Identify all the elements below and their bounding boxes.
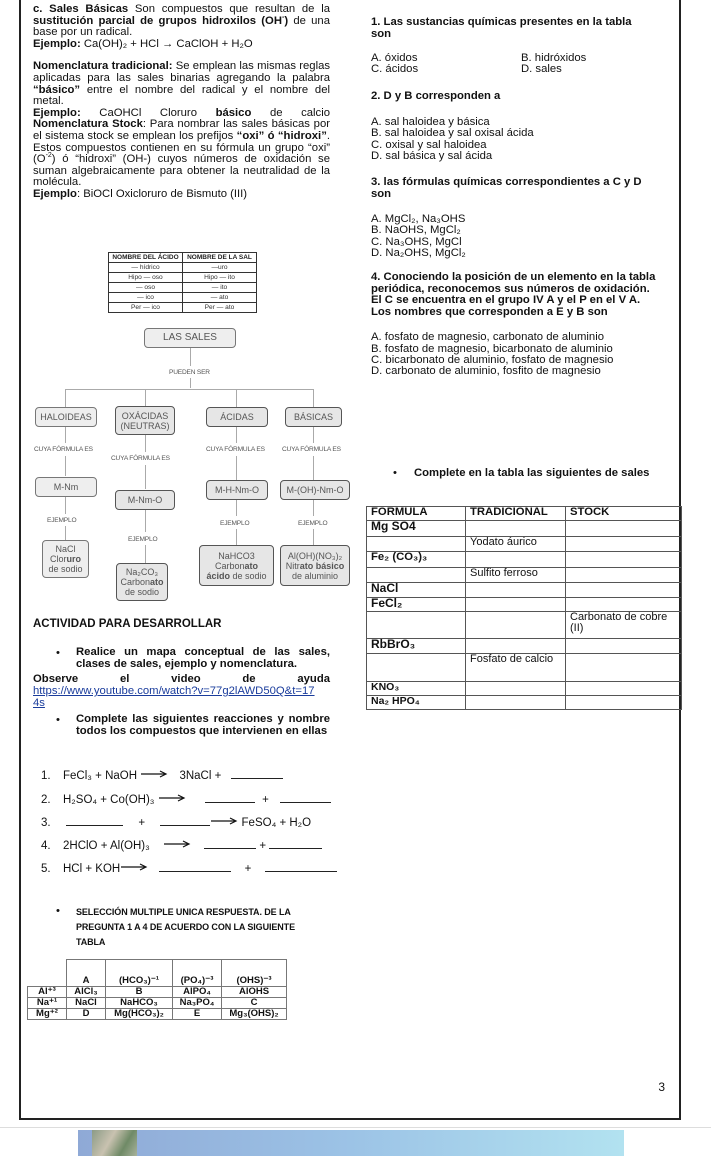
option[interactable]: C. oxisal y sal haloidea xyxy=(371,138,487,151)
label-cuya-formula: CUYA FÓRMULA ES xyxy=(111,455,170,462)
reaction-1: 1. FeCl₃ + NaOH 3NaCl + xyxy=(41,768,283,782)
column-header: STOCK xyxy=(566,507,682,521)
nomenclatura-tradicional-example: Ejemplo: CaOHCl Cloruro básico de calcio xyxy=(33,106,330,119)
table-row: Fosfato de calcio xyxy=(367,654,682,682)
concept-haloideas: HALOIDEAS xyxy=(35,407,97,427)
connector-line xyxy=(236,529,237,545)
task-concept-map: Realice un mapa conceptual de las sales, clases de sales, ejemplo y nomenclatura. xyxy=(76,646,330,670)
table-row: Na⁺¹ NaCl NaHCO₃ Na₃PO₄ C xyxy=(28,998,287,1009)
connector-line xyxy=(236,389,237,407)
question-3-options xyxy=(371,214,661,259)
connector-line xyxy=(313,500,314,516)
column-header: A xyxy=(67,960,106,987)
connector-line xyxy=(65,427,66,443)
concept-oxacidas: OXÁCIDAS (NEUTRAS) xyxy=(115,406,175,435)
connector-line xyxy=(236,456,237,480)
label-ejemplo: EJEMPLO xyxy=(220,520,250,527)
connector-line xyxy=(236,500,237,516)
table-row: Fe₂ (CO₃)₃ xyxy=(367,552,682,568)
table-row: Yodato áurico xyxy=(367,537,682,552)
question-2: 2. D y B corresponden a xyxy=(371,89,501,102)
page-number: 3 xyxy=(658,1080,665,1094)
arrow-right-icon xyxy=(210,817,238,825)
connector-line xyxy=(145,389,146,406)
option[interactable]: B. NaOHS, MgCl₂ xyxy=(371,224,461,237)
question-1: 1. Las sustancias químicas presentes en la tabla son xyxy=(371,16,632,40)
nomenclatura-stock-paragraph: Nomenclatura Stock: Para nombrar las sales básicas por el sistema stock se emplean los prefijos “oxi” ó “hidroxi”. Estos compuestos contienen en su fórmula un grupo “oxi” $(O^{-2})$ ó “hidroxi” (OH-) cuyos números de oxidación se suman algebraicamente para obtener la neutralidad de la molécula. xyxy=(33,118,330,189)
nomenclatura-stock-example: Ejemplo: BiOCl Oxicloruro de Bismuto (III) xyxy=(33,187,248,200)
example-oxacidas: Na₂CO₃ Carbonato de sodio xyxy=(116,563,168,601)
table-row: — oso — ito xyxy=(109,283,257,293)
formula-basicas: M-(OH)-Nm-O xyxy=(280,480,350,500)
bullet-icon: • xyxy=(56,714,60,726)
youtube-link[interactable]: https://www.youtube.com/watch?v=77g2lAWD50Q&t=17 4s xyxy=(33,685,315,709)
column-header: (PO₄)⁻³ xyxy=(173,960,222,987)
connector-line xyxy=(313,529,314,545)
answer-blank[interactable] xyxy=(66,815,123,826)
column-header: (OHS)⁻³ xyxy=(222,960,287,987)
label-ejemplo: EJEMPLO xyxy=(298,520,328,527)
arrow-right-icon xyxy=(140,770,168,778)
left-column xyxy=(33,4,330,201)
question-1-options xyxy=(371,53,661,75)
table-row: Al⁺³ AlCl₃ B AlPO₄ AlOHS xyxy=(28,987,287,998)
option[interactable]: D. sales xyxy=(521,63,562,76)
arrow-right-icon xyxy=(158,794,186,802)
column-header: NOMBRE DEL ÁCIDO xyxy=(109,253,183,263)
nomenclatura-tradicional-paragraph: Nomenclatura tradicional: Se emplean las mismas reglas aplicadas para las sales binarias agregando la palabra “básico” entre el nombre del radical y el nombre del metal. xyxy=(33,60,331,108)
answer-blank[interactable] xyxy=(231,768,283,779)
acid-salt-suffix-table xyxy=(108,252,257,313)
answer-blank[interactable] xyxy=(280,792,331,803)
option[interactable]: A. MgCl₂, Na₃OHS xyxy=(371,213,466,226)
connector-line xyxy=(313,456,314,480)
reaction-4: 4. 2HClO + Al(OH)₃ + xyxy=(41,838,322,852)
bullet-icon: • xyxy=(56,647,60,659)
column-header: FORMULA xyxy=(367,507,466,521)
option[interactable]: A. sal haloidea y básica xyxy=(371,116,490,129)
table-row: Hipo — oso Hipo — ito xyxy=(109,273,257,283)
bullet-icon: • xyxy=(56,905,60,917)
reaction-5: 5. HCl + KOH + xyxy=(41,861,337,875)
option[interactable]: A. óxidos xyxy=(371,52,418,65)
connector-line xyxy=(65,456,66,476)
label-ejemplo: EJEMPLO xyxy=(47,517,77,524)
arrow-right-icon xyxy=(163,840,191,848)
option[interactable]: C. ácidos xyxy=(371,63,419,76)
table-row: Mg⁺² D Mg(HCO₃)₂ E Mg₃(OHS)₂ xyxy=(28,1009,287,1020)
connector-line xyxy=(145,435,146,452)
sales-basicas-paragraph: c. Sales Básicas Son compuestos que resultan de la sustitución parcial de grupos hidroxilos (OH-) de una base por un radical. xyxy=(33,3,330,39)
connector-line xyxy=(190,378,191,388)
connector-line xyxy=(65,389,314,390)
table-row: — hídrico —uro xyxy=(109,263,257,273)
connector-line xyxy=(145,545,146,563)
salt-nomenclature-table xyxy=(366,506,682,710)
label-cuya-formula: CUYA FÓRMULA ES xyxy=(206,446,265,453)
seleccion-multiple-heading: SELECCIÓN MULTIPLE UNICA RESPUESTA. DE LA PREGUNTA 1 A 4 DE ACUERDO CON LA SIGUIENTE TABLA xyxy=(76,907,295,947)
column-header: (HCO₃)⁻¹ xyxy=(106,960,173,987)
question-2-options xyxy=(371,117,661,162)
answer-blank[interactable] xyxy=(269,838,322,849)
label-cuya-formula: CUYA FÓRMULA ES xyxy=(34,446,93,453)
example-basicas: Al(OH)(NO₃)₂ Nitrato básico de aluminio xyxy=(280,545,350,586)
next-page-preview[interactable] xyxy=(78,1130,624,1156)
answer-blank[interactable] xyxy=(205,792,255,803)
arrow-right-icon xyxy=(120,863,148,871)
formula-haloideas: M-Nm xyxy=(35,477,97,497)
table-row: Mg SO4 xyxy=(367,521,682,537)
example-acidas: NaHCO3 Carbonato ácido de sodio xyxy=(199,545,274,586)
table-row: FeCl₂ xyxy=(367,598,682,612)
formula-oxacidas: M-Nm-O xyxy=(115,490,175,510)
option[interactable]: C. Na₃OHS, MgCl xyxy=(371,235,462,248)
ion-combination-table xyxy=(27,959,287,1020)
option[interactable]: B. fosfato de magnesio, bicarbonato de aluminio xyxy=(371,342,613,355)
option[interactable]: D. sal básica y sal ácida xyxy=(371,149,493,162)
connector-line xyxy=(236,427,237,443)
option[interactable]: C. bicarbonato de aluminio, fosfato de magnesio xyxy=(371,353,614,366)
answer-blank[interactable] xyxy=(204,838,256,849)
question-4: 4. Conociendo la posición de un elemento en la tabla periódica, reconocemos sus números de oxidación. El C se encuentra en el grupo IV A y el P en el V A. Los nombres que corresponden a E y B son xyxy=(371,271,656,318)
reaction-3: 3. + FeSO₄ + H₂O xyxy=(41,817,312,829)
label-ejemplo: EJEMPLO xyxy=(128,536,158,543)
table-row: — ico — ato xyxy=(109,293,257,303)
connector-line xyxy=(145,510,146,532)
question-3: 3. las fórmulas químicas correspondientes a C y D son xyxy=(371,176,642,200)
image-thumbnail xyxy=(92,1130,137,1156)
table-row: Na₂ HPO₄ xyxy=(367,696,682,710)
connector-line xyxy=(190,348,191,366)
answer-blank[interactable] xyxy=(265,861,337,872)
bullet-icon: • xyxy=(393,467,397,479)
formula-acidas: M-H-Nm-O xyxy=(206,480,268,500)
option[interactable]: B. hidróxidos xyxy=(521,52,587,65)
option[interactable]: B. sal haloidea y sal oxisal ácida xyxy=(371,127,534,140)
right-column xyxy=(371,17,661,377)
concept-root-las-sales: LAS SALES xyxy=(144,328,236,348)
option[interactable]: D. Na₂OHS, MgCl₂ xyxy=(371,246,466,259)
option[interactable]: A. fosfato de magnesio, carbonato de aluminio xyxy=(371,331,604,344)
sales-basicas-example: Ejemplo: Ca(OH)₂ + HCl → CaClOH + H₂O xyxy=(33,37,253,50)
table-row: NaCl xyxy=(367,583,682,598)
connector-line xyxy=(145,465,146,489)
answer-blank[interactable] xyxy=(159,861,231,872)
task-complete-reactions: Complete las siguientes reacciones y nombre todos los compuestos que intervienen en ellas xyxy=(76,713,330,737)
column-header: NOMBRE DE LA SAL xyxy=(183,253,257,263)
table-row: KNO₃ xyxy=(367,682,682,696)
concept-basicas: BÁSICAS xyxy=(285,407,342,427)
complete-table-instruction: Complete en la tabla las siguientes de sales xyxy=(414,467,650,479)
example-haloideas: NaCl Cloruro de sodio xyxy=(42,540,89,578)
option[interactable]: D. carbonato de aluminio, fosfito de magnesio xyxy=(371,364,601,377)
connector-line xyxy=(65,497,66,514)
reaction-2: 2. H₂SO₄ + Co(OH)₃ + xyxy=(41,792,331,806)
table-row: RbBrO₃ xyxy=(367,639,682,654)
concept-acidas: ÁCIDAS xyxy=(206,407,268,427)
table-row: Carbonato de cobre (II) xyxy=(367,612,682,639)
connector-line xyxy=(313,427,314,443)
column-header: TRADICIONAL xyxy=(466,507,566,521)
table-row: Per — ico Per — ato xyxy=(109,303,257,313)
table-row: Sulfito ferroso xyxy=(367,568,682,583)
question-4-options xyxy=(371,332,661,377)
connector-line xyxy=(313,389,314,407)
actividad-title: ACTIVIDAD PARA DESARROLLAR xyxy=(33,618,222,630)
answer-blank[interactable] xyxy=(160,815,210,826)
observe-video-text: Observe el video de ayuda xyxy=(33,673,330,685)
link-label-pueden-ser: PUEDEN SER xyxy=(169,369,210,376)
connector-line xyxy=(65,526,66,540)
label-cuya-formula: CUYA FÓRMULA ES xyxy=(282,446,341,453)
connector-line xyxy=(65,389,66,407)
